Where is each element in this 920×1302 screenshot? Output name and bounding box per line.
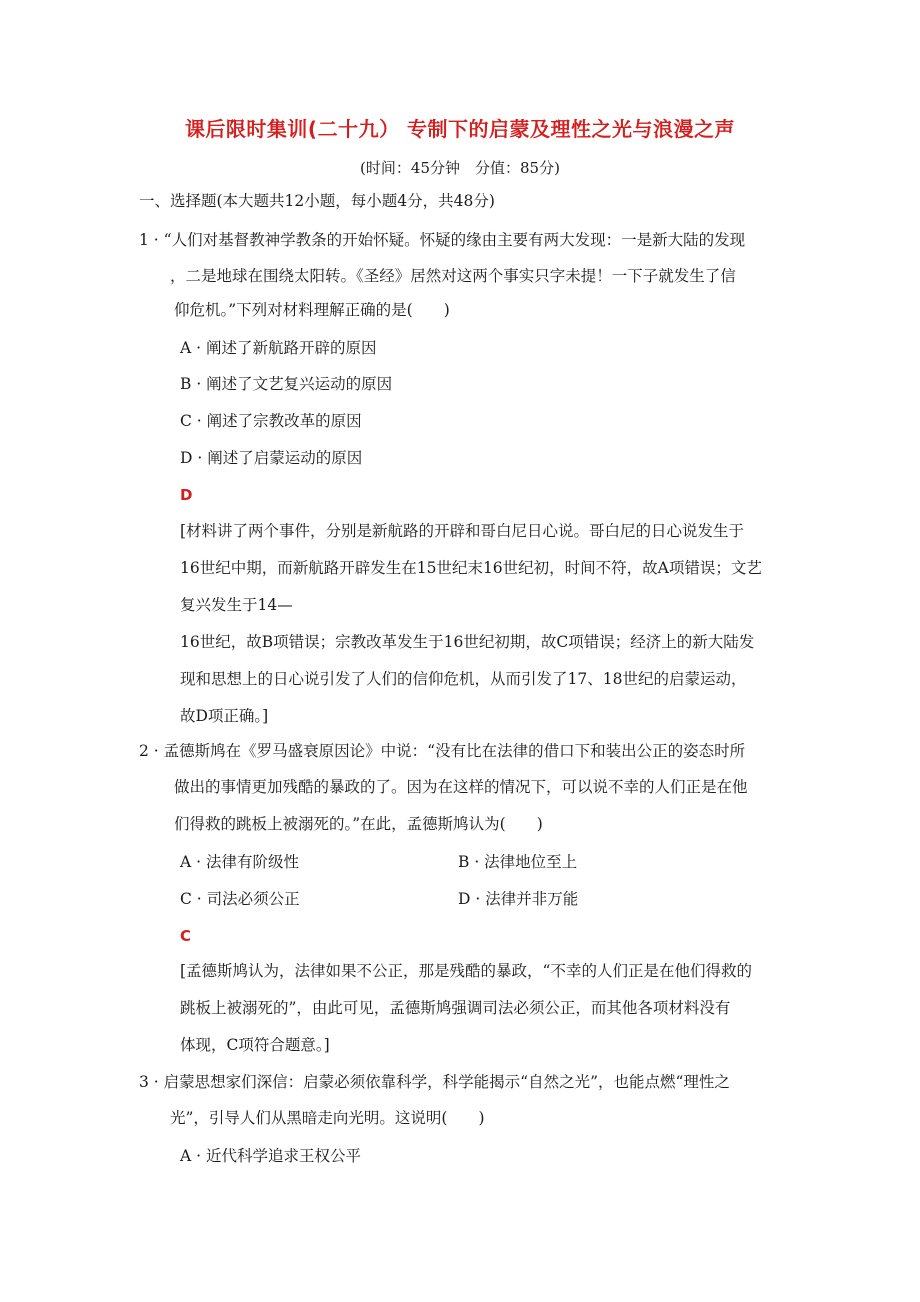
question-2-explanation-line-1: [孟德斯鸠认为，法律如果不公正，那是残酷的暴政，“不幸的人们正是在他们得救的 — [180, 962, 752, 980]
question-1-answer: D — [180, 486, 193, 504]
question-2-line-2: 做出的事情更加残酷的暴政的了。因为在这样的情况下，可以说不幸的人们正是在他 — [174, 778, 748, 796]
question-2-answer: C — [180, 927, 192, 945]
question-1-line-1: 1 · “人们对基督教神学教条的开始怀疑。怀疑的缘由主要有两大发现：一是新大陆的发现 — [139, 231, 746, 249]
question-1-explanation-line-2: 16世纪中期，而新航路开辟发生在15世纪末16世纪初，时间不符，故A项错误；文艺 — [180, 559, 762, 577]
question-2-option-a: A · 法律有阶级性 — [180, 853, 299, 871]
question-1-line-3: 仰危机。”下列对材料理解正确的是( ) — [174, 301, 450, 319]
question-1-explanation-line-3: 复兴发生于14— — [180, 596, 293, 614]
time-score-info: (时间：45分钟 分值：85分) — [360, 159, 560, 177]
question-2-line-3: 们得救的跳板上被溺死的。”在此，孟德斯鸠认为( ) — [174, 815, 543, 833]
question-1-option-a: A · 阐述了新航路开辟的原因 — [180, 339, 377, 357]
question-1-option-b: B · 阐述了文艺复兴运动的原因 — [180, 375, 393, 393]
question-1-explanation-line-1: [材料讲了两个事件，分别是新航路的开辟和哥白尼日心说。哥白尼的日心说发生于 — [180, 522, 745, 540]
question-2-option-b: B · 法律地位至上 — [458, 853, 578, 871]
question-1-explanation-line-6: 故D项正确。] — [180, 707, 269, 725]
question-3-line-2: 光”，引导人们从黑暗走向光明。这说明( ) — [170, 1109, 485, 1127]
question-2-option-c: C · 司法必须公正 — [180, 890, 300, 908]
question-1-explanation-line-5: 现和思想上的日心说引发了人们的信仰危机，从而引发了17、18世纪的启蒙运动， — [180, 670, 747, 688]
question-3-line-1: 3 · 启蒙思想家们深信：启蒙必须依靠科学，科学能揭示“自然之光”，也能点燃“理性之 — [139, 1073, 730, 1091]
section-heading: 一、选择题(本大题共12小题，每小题4分，共48分) — [139, 192, 495, 210]
document-title: 课后限时集训(二十九） 专制下的启蒙及理性之光与浪漫之声 — [184, 117, 736, 141]
question-3-option-a: A · 近代科学追求王权公平 — [180, 1147, 361, 1165]
question-2-explanation-line-2: 跳板上被溺死的”，由此可见，孟德斯鸠强调司法必须公正，而其他各项材料没有 — [180, 999, 731, 1017]
question-2-explanation-line-3: 体现，C项符合题意。] — [180, 1036, 330, 1054]
question-1-line-2: ，二是地球在围绕太阳转。《圣经》居然对这两个事实只字未提！一下子就发生了信 — [170, 267, 736, 285]
question-2-option-d: D · 法律并非万能 — [458, 890, 579, 908]
question-1-option-c: C · 阐述了宗教改革的原因 — [180, 412, 362, 430]
question-2-line-1: 2 · 孟德斯鸠在《罗马盛衰原因论》中说：“没有比在法律的借口下和装出公正的姿态时所 — [139, 742, 746, 760]
question-1-explanation-line-4: 16世纪，故B项错误；宗教改革发生于16世纪初期，故C项错误；经济上的新大陆发 — [180, 633, 755, 651]
question-1-option-d: D · 阐述了启蒙运动的原因 — [180, 449, 363, 467]
